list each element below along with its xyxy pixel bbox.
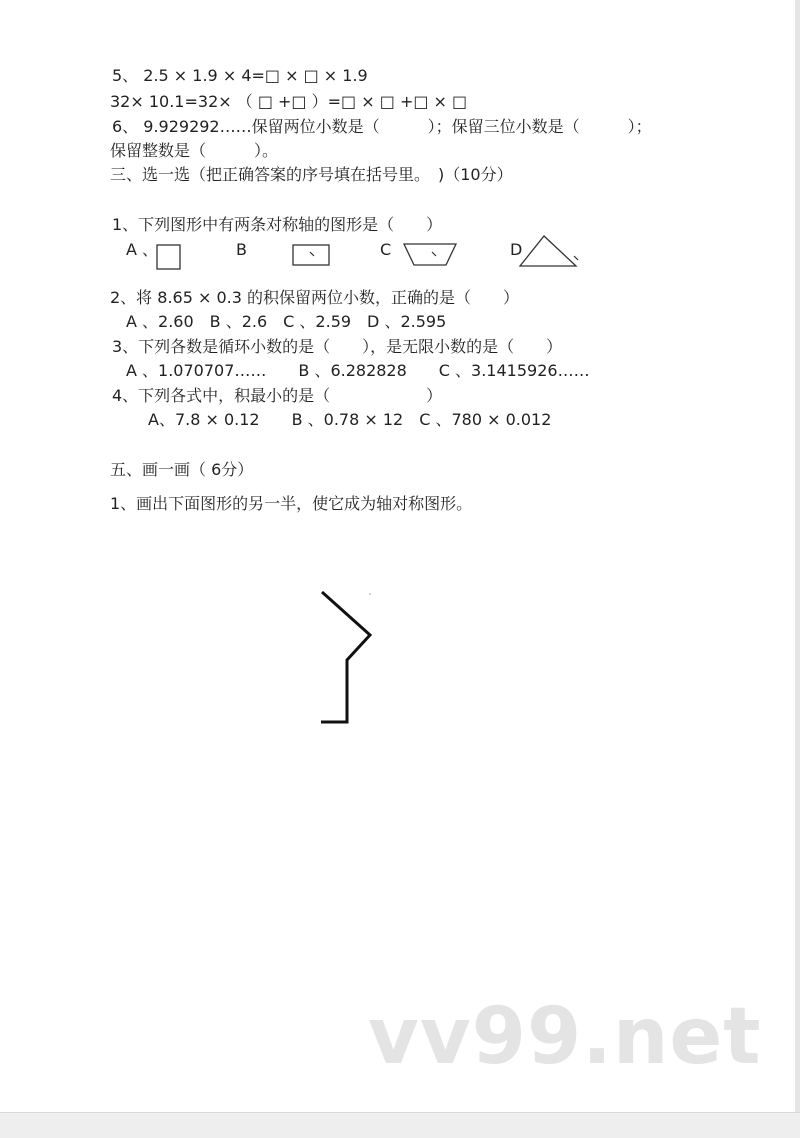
mc-question-4-options: A、7.8 × 0.12 B 、0.78 × 12 C 、780 × 0.012	[148, 410, 552, 429]
mc-question-2: 2、将 8.65 × 0.3 的积保留两位小数，正确的是（ ）	[110, 288, 520, 307]
mc1-option-d-label: D	[510, 240, 523, 259]
section-5-heading: 五、画一画（ 6分）	[110, 460, 254, 479]
page-bottom-edge	[0, 1112, 800, 1138]
drawing-question-1: 1、画出下面图形的另一半，使它成为轴对称图形。	[110, 494, 473, 513]
question-5-part-b: 32× 10.1=32× （ □ +□ ）=□ × □ +□ × □	[110, 92, 468, 111]
mc-question-2-options: A 、2.60 B 、2.6 C 、2.59 D 、2.595	[126, 312, 447, 331]
mc1-option-c-label: C	[380, 240, 392, 259]
watermark: vv99.net	[368, 992, 762, 1082]
question-6-part-b: 保留整数是（ ）。	[110, 141, 279, 160]
square-figure	[156, 244, 182, 272]
trapezoid-figure	[402, 242, 458, 268]
page-edge	[795, 0, 800, 1137]
mc-question-3-options: A 、1.070707…… B 、6.282828 C 、3.1415926……	[126, 361, 590, 380]
mc-question-4: 4、下列各式中，积最小的是（ ）	[112, 386, 443, 405]
mc-question-1: 1、下列图形中有两条对称轴的图形是（ ）	[112, 215, 443, 234]
half-figure-drawing	[315, 585, 385, 730]
section-3-heading: 三、选一选（把正确答案的序号填在括号里。 )（10分）	[110, 165, 513, 184]
question-6: 6、 9.929292……保留两位小数是（ ）；保留三位小数是（ ）；	[112, 117, 652, 136]
mc1-option-a-label: A 、	[126, 240, 159, 259]
question-5: 5、 2.5 × 1.9 × 4=□ × □ × 1.9	[112, 66, 368, 85]
mc-question-3: 3、下列各数是循环小数的是（ ），是无限小数的是（ ）	[112, 337, 563, 356]
rectangle-figure	[292, 244, 332, 268]
triangle-figure	[514, 234, 582, 270]
mc1-option-b-label: B	[236, 240, 247, 259]
